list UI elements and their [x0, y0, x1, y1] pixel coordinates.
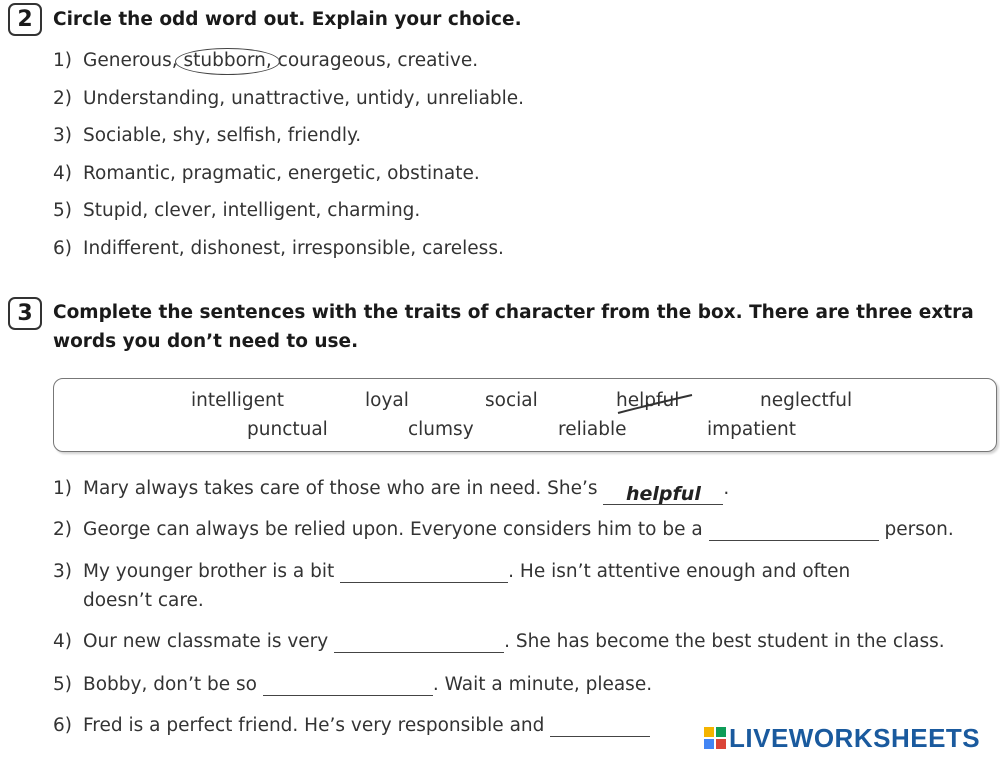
liveworksheets-logo — [700, 722, 984, 754]
exercise-2-item-6: 6) Indifferent, dishonest, irresponsible, careless. — [53, 238, 504, 259]
exercise-3-sentence-4: 4) Our new classmate is very . She has become the best student in the class. — [53, 631, 945, 652]
word-loyal: loyal — [365, 390, 409, 411]
answer-blank-5[interactable] — [263, 674, 433, 696]
exercise-2-item-1: 1) Generous, stubborn, courageous, creative. — [53, 50, 479, 71]
exercise-3-sentence-6: 6) Fred is a perfect friend. He’s very responsible and — [53, 712, 650, 740]
exercise-2-item-5: 5) Stupid, clever, intelligent, charming. — [53, 200, 421, 221]
word-social: social — [485, 390, 538, 411]
word-intelligent: intelligent — [191, 390, 285, 411]
word-reliable: reliable — [558, 419, 627, 440]
word-helpful-crossed: helpful — [616, 390, 680, 411]
word-punctual: punctual — [247, 419, 328, 440]
exercise-3-sentence-3-continued: doesn’t care. — [83, 590, 204, 611]
exercise-2-item-4: 4) Romantic, pragmatic, energetic, obstinate. — [53, 163, 480, 184]
circled-answer: stubborn, — [183, 50, 272, 71]
exercise-3-sentence-2: 2) George can always be relied upon. Everyone considers him to be a person. — [53, 519, 954, 540]
answer-blank-2[interactable] — [709, 519, 879, 541]
liveworksheets-wordmark: LIVEWORKSHEETS — [729, 722, 981, 753]
liveworksheets-logo-icon — [704, 727, 726, 749]
answer-blank-6[interactable] — [550, 715, 650, 737]
exercise-3-sentence-1: 1) Mary always takes care of those who are in need. She’s helpful . — [53, 478, 730, 505]
exercise-3-number: 3 — [8, 297, 42, 330]
exercise-3-instruction-line2: words you don’t need to use. — [53, 331, 359, 352]
answer-blank-1[interactable]: helpful — [603, 483, 723, 505]
exercise-3-instruction-line1: Complete the sentences with the traits of character from the box. There are three extra — [53, 302, 974, 323]
exercise-2-number: 2 — [8, 3, 42, 36]
word-impatient: impatient — [707, 419, 796, 440]
exercise-3-sentence-3: 3) My younger brother is a bit . He isn’t attentive enough and often — [53, 561, 851, 582]
exercise-3-sentence-5: 5) Bobby, don’t be so . Wait a minute, please. — [53, 674, 653, 695]
exercise-2-item-3: 3) Sociable, shy, selfish, friendly. — [53, 125, 362, 146]
word-neglectful: neglectful — [760, 390, 853, 411]
answer-blank-3[interactable] — [340, 561, 508, 583]
word-clumsy: clumsy — [408, 419, 474, 440]
exercise-2-item-2: 2) Understanding, unattractive, untidy, unreliable. — [53, 88, 525, 109]
strike-through-mark — [616, 393, 696, 417]
answer-blank-4[interactable] — [334, 631, 504, 653]
exercise-2-instruction: Circle the odd word out. Explain your choice. — [53, 9, 522, 30]
